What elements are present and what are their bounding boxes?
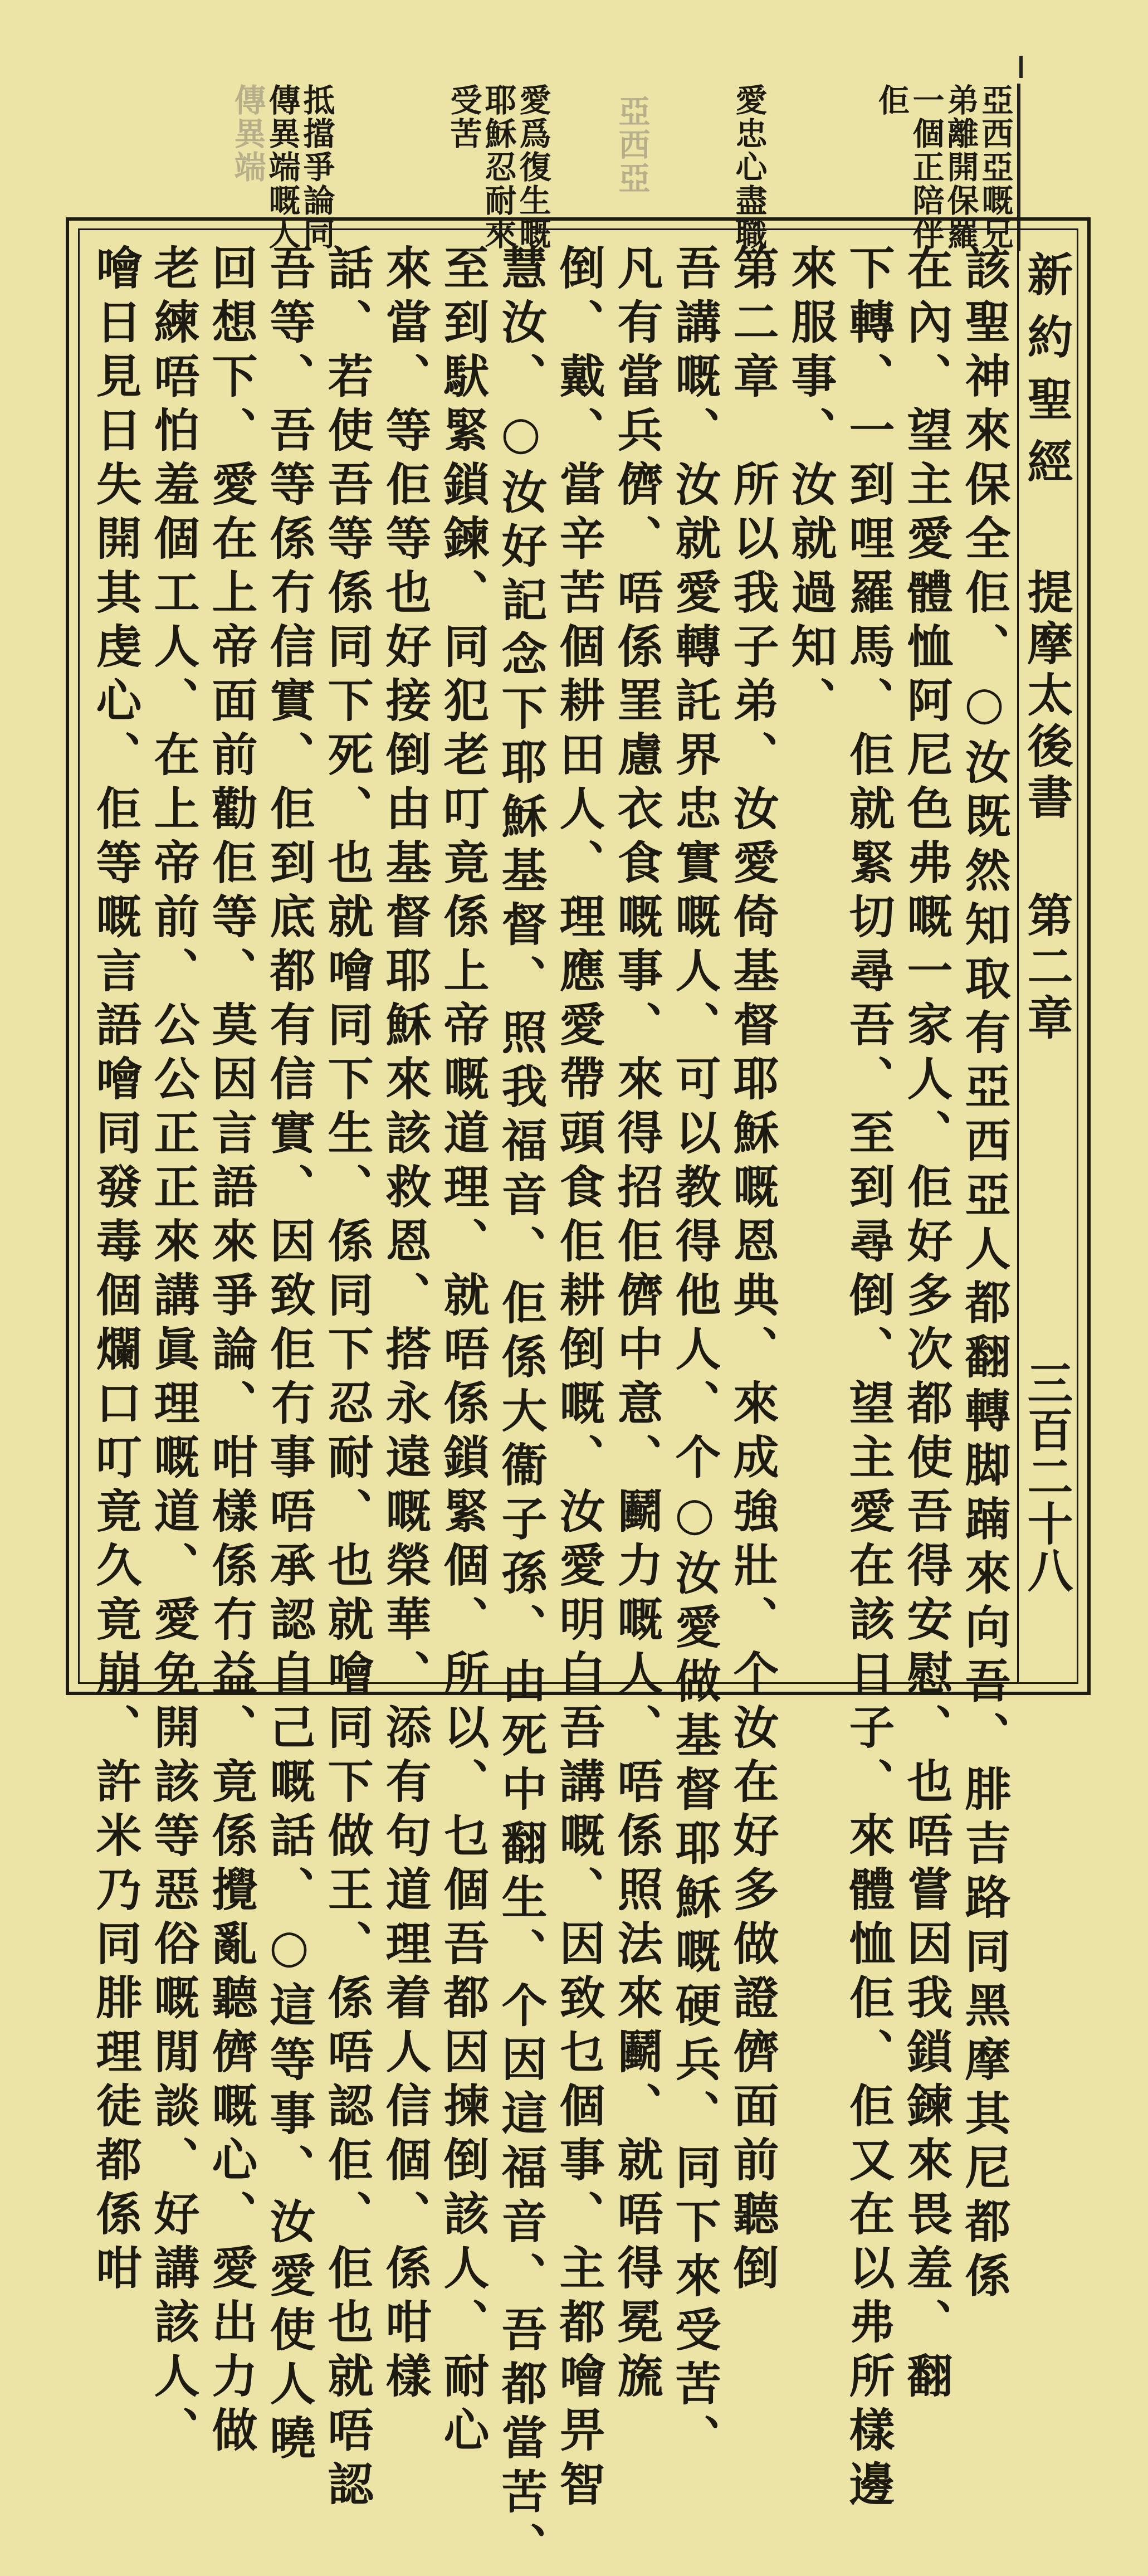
note-bracket — [1019, 56, 1023, 78]
text-column: 老練唔怕羞個工人、在上帝前、公公正正來講眞理嘅道、愛免開該等惡俗嘅閒談、好講該人、 — [146, 244, 200, 2460]
text-column: 來服事、汝就過知、 — [784, 244, 837, 731]
margin-note-faded: 傳異端 — [229, 84, 266, 184]
margin-note: 耶穌忍耐來 — [480, 84, 517, 251]
text-column: 噲日見日失開其虔心、佢等嘅言語噲同發毒個爛口叮竟久竟崩、許米乃同腓理徒都係咁 — [89, 244, 142, 2298]
text-column: 該聖神來保全佢、○汝既然知取有亞西亞人都翻轉脚𨂾來向吾、腓吉路同黑摩其尼都係 — [958, 244, 1011, 2306]
margin-note: 愛忠心盡職 — [730, 84, 768, 251]
text-column: 凡有當兵儕、唔係罣慮衣食嘅事、來得招佢儕中意、鬬力嘅人、唔係照法來鬬、就唔得冕旒 — [610, 244, 663, 2406]
text-column: 吾等、吾等係冇信實、佢到底都有信實、因致佢冇事唔承認自己嘅話、○這等事、汝愛使人曉 — [262, 244, 316, 2468]
text-column: 至到䭾緊鎖鍊、同犯老叮竟係上帝嘅道理、就唔係鎖緊個、所以、乜個吾都因揀倒該人、耐心 — [436, 244, 490, 2460]
chapter-title: 第二章 — [1020, 892, 1073, 1045]
page-number: 三百二十八 — [1020, 1360, 1073, 1594]
text-column: 下轉、一到哩羅馬、佢就緊切尋吾、至到尋倒、望主愛在該日子、來體恤佢、佢又在以弗所樣邊 — [842, 244, 895, 2514]
margin-note: 愛爲復生嘅 — [514, 84, 551, 251]
book-title: 新約聖經 — [1020, 251, 1073, 500]
margin-note: 受苦 — [445, 84, 482, 150]
text-column: 回想下、愛在上帝面前勸佢等、莫因言語來爭論、咁樣係冇益、竟係攪亂聽儕嘅心、愛出力做 — [204, 244, 258, 2460]
text-column: 吾講嘅、汝就愛轉託界忠實嘅人、可以教得他人、个○汝愛做基督耶穌嘅硬兵、同下來受苦、 — [668, 244, 721, 2468]
margin-note: 佢 — [873, 84, 910, 117]
margin-note-faded: 亞西亞 — [613, 95, 651, 195]
text-column: 話、若使吾等係同下死、也就噲同下生、係同下忍耐、也就噲同下做王、係唔認佢、佢也就唔認 — [320, 244, 374, 2514]
text-column: 來當、等佢等也好接倒由基督耶穌來該救恩、搭永遠嘅榮華、添有句道理着人信個、係咁樣 — [378, 244, 432, 2406]
margin-note: 一個正陪伴 — [907, 84, 945, 251]
text-column: 在內、望主愛體恤阿尼色弗嘅一家人、佢好多次都使吾得安慰、也唔嘗因我鎖鍊來畏羞、翻 — [900, 244, 953, 2406]
margin-note: 傳異端嘅人 — [263, 84, 301, 251]
margin-note: 弟離開保羅 — [942, 84, 979, 251]
text-column: 第二章 所以我子弟、汝愛倚基督耶穌嘅恩典、來成強壯、个汝在好多做證儕面前聽倒 — [726, 244, 779, 2298]
text-column: 慧汝、○汝好記念下耶穌基督、照我福音、佢係大衞子孫、由死中翻生、个因這福音、吾都當苦、 — [494, 244, 548, 2576]
margin-note: 抵擋爭論同 — [298, 84, 335, 251]
header-divider-left — [1017, 228, 1019, 1684]
section-title: 提摩太後書 — [1020, 568, 1073, 825]
text-column: 倒、戴、當辛苦個耕田人、理應愛帶頭食佢耕倒嘅、汝愛明白吾講嘅、因致乜個事、主都噲畀智 — [552, 244, 605, 2514]
margin-note: 亞西亞嘅兄 — [976, 84, 1014, 251]
